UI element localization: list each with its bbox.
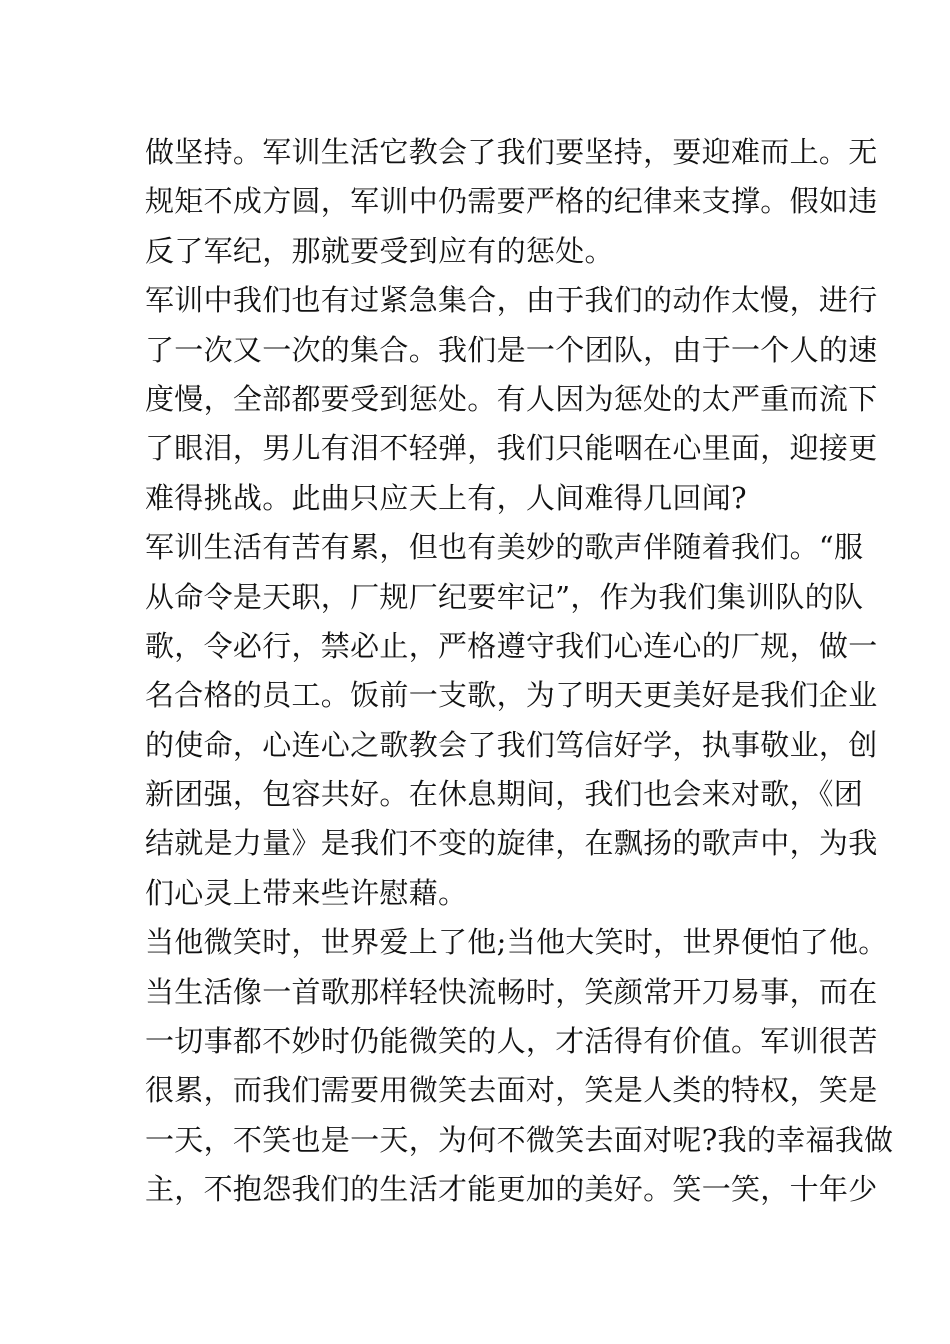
document-body xyxy=(145,128,894,1215)
text-line: 当生活像一首歌那样轻快流畅时，笑颜常开刀易事，而在 xyxy=(145,974,878,1009)
text-line: 了眼泪，男儿有泪不轻弹，我们只能咽在心里面，迎接更 xyxy=(145,431,878,466)
text-line: 新团强，包容共好。在休息期间，我们也会来对歌，《团 xyxy=(145,777,864,812)
text-line: 难得挑战。此曲只应天上有，人间难得几回闻? xyxy=(145,480,747,515)
text-line: 名合格的员工。饭前一支歌，为了明天更美好是我们企业 xyxy=(145,678,878,713)
text-line: 主，不抱怨我们的生活才能更加的美好。笑一笑，十年少 xyxy=(145,1172,878,1207)
text-line: 做坚持。军训生活它教会了我们要坚持，要迎难而上。无 xyxy=(145,135,878,169)
text-line: 了一次又一次的集合。我们是一个团队，由于一个人的速 xyxy=(145,332,878,367)
text-line: 度慢，全部都要受到惩处。有人因为惩处的太严重而流下 xyxy=(145,381,878,416)
text-line: 们心灵上带来些许慰藉。 xyxy=(145,875,468,910)
text-line: 的使命，心连心之歌教会了我们笃信好学，执事敬业，创 xyxy=(145,727,878,762)
text-line: 军训中我们也有过紧急集合，由于我们的动作太慢，进行 xyxy=(145,283,878,318)
text-line: 当他微笑时，世界爱上了他;当他大笑时，世界便怕了他。 xyxy=(145,925,888,960)
text-line: 很累，而我们需要用微笑去面对，笑是人类的特权，笑是 xyxy=(145,1073,878,1108)
text-line: 反了军纪，那就要受到应有的惩处。 xyxy=(145,233,614,268)
text-line: 一切事都不妙时仍能微笑的人，才活得有价值。军训很苦 xyxy=(145,1024,878,1059)
text-line: 一天，不笑也是一天，为何不微笑去面对呢?我的幸福我做 xyxy=(145,1122,894,1157)
text-line: 规矩不成方圆，军训中仍需要严格的纪律来支撑。假如违 xyxy=(145,184,878,219)
text-line: 歌，令必行，禁必止，严格遵守我们心连心的厂规，做一 xyxy=(145,628,878,663)
text-line: 军训生活有苦有累，但也有美妙的歌声伴随着我们。“服 xyxy=(145,530,864,565)
text-line: 从命令是天职，厂规厂纪要牢记”，作为我们集训队的队 xyxy=(145,579,864,614)
text-line: 结就是力量》是我们不变的旋律，在飘扬的歌声中，为我 xyxy=(145,826,878,861)
